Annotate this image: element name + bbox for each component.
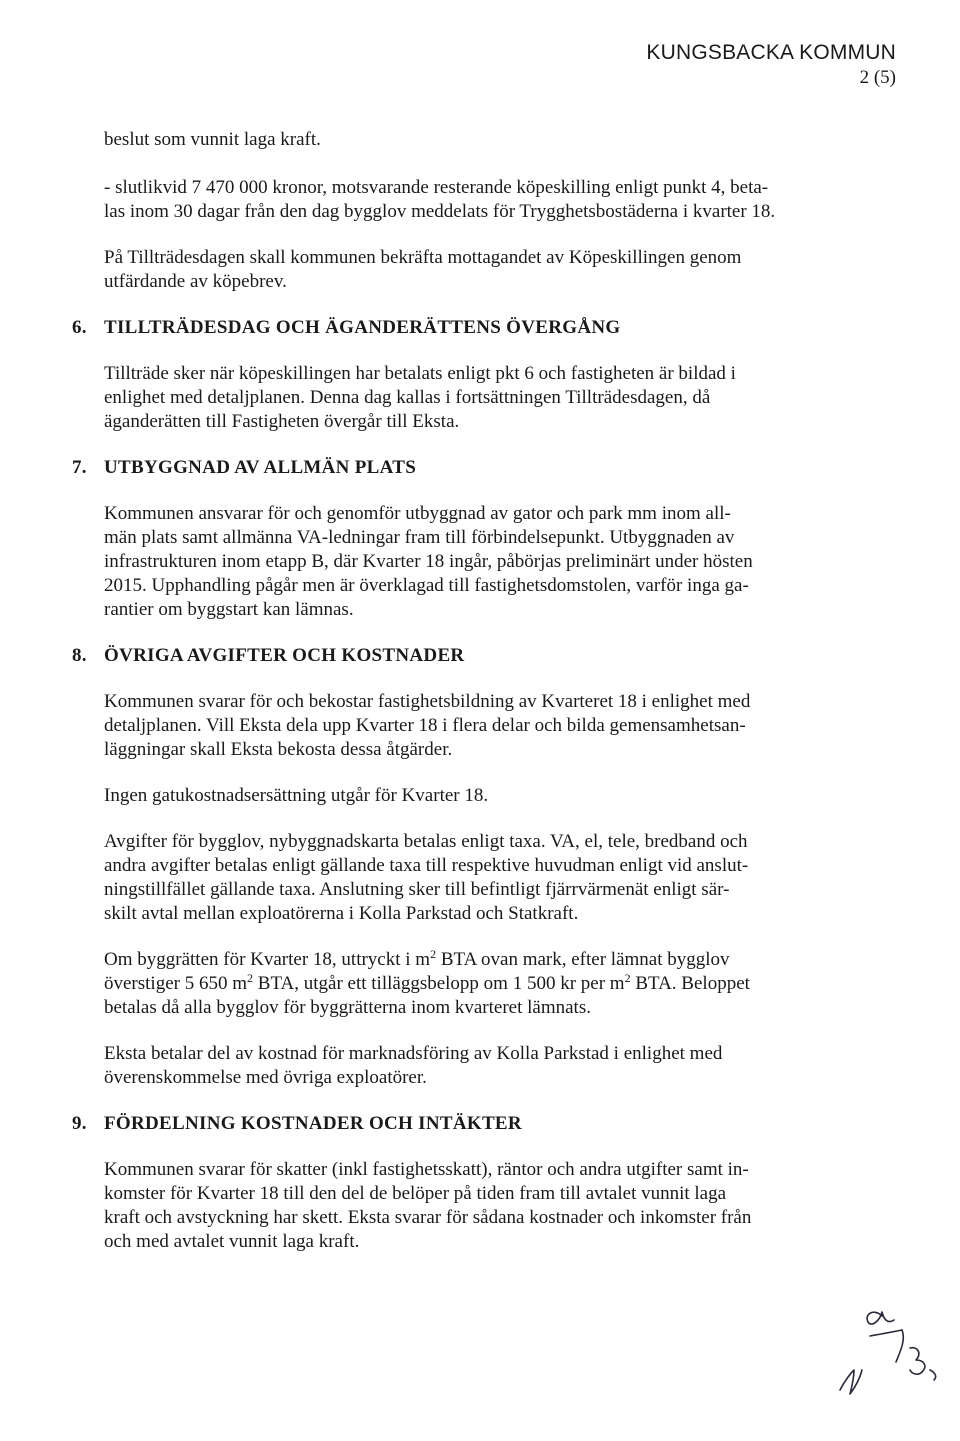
page-header <box>646 40 896 90</box>
document-body <box>72 128 804 1254</box>
slutlikvid-line-1: - slutlikvid 7 470 000 kronor, motsvarande resterande köpeskilling enligt punkt 4, beta- <box>104 177 769 198</box>
section-7-title: UTBYGGNAD AV ALLMÄN PLATS <box>104 457 417 478</box>
section-6-line: enlighet med detaljplanen. Denna dag kallas i fortsättningen Tillträdesdagen, då <box>104 387 711 408</box>
section-8-p4-line: betalas då alla bygglov för byggrätterna inom kvarteret lämnats. <box>104 997 591 1018</box>
section-6-title: TILLTRÄDESDAG OCH ÄGANDERÄTTENS ÖVERGÅNG <box>104 317 621 338</box>
section-8-p4-line: överstiger 5 650 $m^2$ BTA, utgår ett tilläggsbelopp om 1 500 kr per $m^2$ BTA. Beloppet <box>104 971 750 994</box>
section-9-line: och med avtalet vunnit laga kraft. <box>104 1231 360 1252</box>
organization-name: KUNGSBACKA KOMMUN <box>646 41 896 64</box>
section-9-number: 9. <box>72 1113 87 1134</box>
section-7-line: Kommunen ansvarar för och genomför utbyggnad av gator och park mm inom all- <box>104 503 731 524</box>
section-7-heading <box>72 456 804 480</box>
section-8-p3-line: Avgifter för bygglov, nybyggnadskarta betalas enligt taxa. VA, el, tele, bredband och <box>104 831 748 852</box>
section-9-line: komster för Kvarter 18 till den del de belöper på tiden fram till avtalet vunnit laga <box>104 1183 727 1204</box>
section-6-line: äganderätten till Fastigheten övergår till Eksta. <box>104 411 460 432</box>
section-8-title: ÖVRIGA AVGIFTER OCH KOSTNADER <box>104 645 465 666</box>
section-7-number: 7. <box>72 457 87 478</box>
section-8-p5-line: Eksta betalar del av kostnad för marknadsföring av Kolla Parkstad i enlighet med <box>104 1043 723 1064</box>
section-7-line: rantier om byggstart kan lämnas. <box>104 599 354 620</box>
intro-line: beslut som vunnit laga kraft. <box>104 129 321 150</box>
section-8-p2-line: Ingen gatukostnadsersättning utgår för Kvarter 18. <box>104 785 489 806</box>
section-9-title: FÖRDELNING KOSTNADER OCH INTÄKTER <box>104 1113 522 1134</box>
section-6-heading <box>72 316 804 340</box>
section-8-p4-line: Om byggrätten för Kvarter 18, uttryckt i $m^2$ BTA ovan mark, efter lämnat bygglov <box>104 947 730 970</box>
superscript-2: 2 <box>430 947 437 961</box>
section-8-p3-line: skilt avtal mellan exploatörerna i Kolla Parkstad och Statkraft. <box>104 903 579 924</box>
superscript-2: 2 <box>247 971 254 985</box>
section-7-line: 2015. Upphandling pågår men är överklagad till fastighetsdomstolen, varför inga ga- <box>104 575 749 596</box>
section-8-p5-line: överenskommelse med övriga exploatörer. <box>104 1067 427 1088</box>
section-7-line: infrastrukturen inom etapp B, där Kvarter 18 ingår, påbörjas preliminärt under hösten <box>104 551 753 572</box>
superscript-2: 2 <box>624 971 631 985</box>
section-8-heading <box>72 644 804 668</box>
section-6-line: Tillträde sker när köpeskillingen har betalats enligt pkt 6 och fastigheten är bildad i <box>104 363 736 384</box>
tilltradesdagen-line-1: På Tillträdesdagen skall kommunen bekräfta mottagandet av Köpeskillingen genom <box>104 247 742 268</box>
section-6-number: 6. <box>72 317 87 338</box>
section-8-p3-line: ningstillfället gällande taxa. Anslutning sker till befintligt fjärrvärmenät enligt sär- <box>104 879 730 900</box>
page-number: 2 (5) <box>859 67 896 88</box>
section-8-number: 8. <box>72 645 87 666</box>
section-8-p1-line: läggningar skall Eksta bekosta dessa åtgärder. <box>104 739 453 760</box>
tilltradesdagen-line-2: utfärdande av köpebrev. <box>104 271 287 292</box>
section-8-p1-line: detaljplanen. Vill Eksta dela upp Kvarter 18 i flera delar och bilda gemensamhetsan- <box>104 715 746 736</box>
section-7-line: män plats samt allmänna VA-ledningar fram till förbindelsepunkt. Utbyggnaden av <box>104 527 735 548</box>
section-8-p3-line: andra avgifter betalas enligt gällande taxa till respektive huvudman enligt vid anslut- <box>104 855 749 876</box>
handwritten-initials <box>830 1290 950 1420</box>
slutlikvid-line-2: las inom 30 dagar från den dag bygglov meddelats för Trygghetsbostäderna i kvarter 18. <box>104 201 776 222</box>
section-8-p1-line: Kommunen svarar för och bekostar fastighetsbildning av Kvarteret 18 i enlighet med <box>104 691 751 712</box>
section-9-heading <box>72 1112 804 1136</box>
section-9-line: Kommunen svarar för skatter (inkl fastighetsskatt), räntor och andra utgifter samt in- <box>104 1159 749 1180</box>
section-9-line: kraft och avstyckning har skett. Eksta svarar för sådana kostnader och inkomster från <box>104 1207 752 1228</box>
